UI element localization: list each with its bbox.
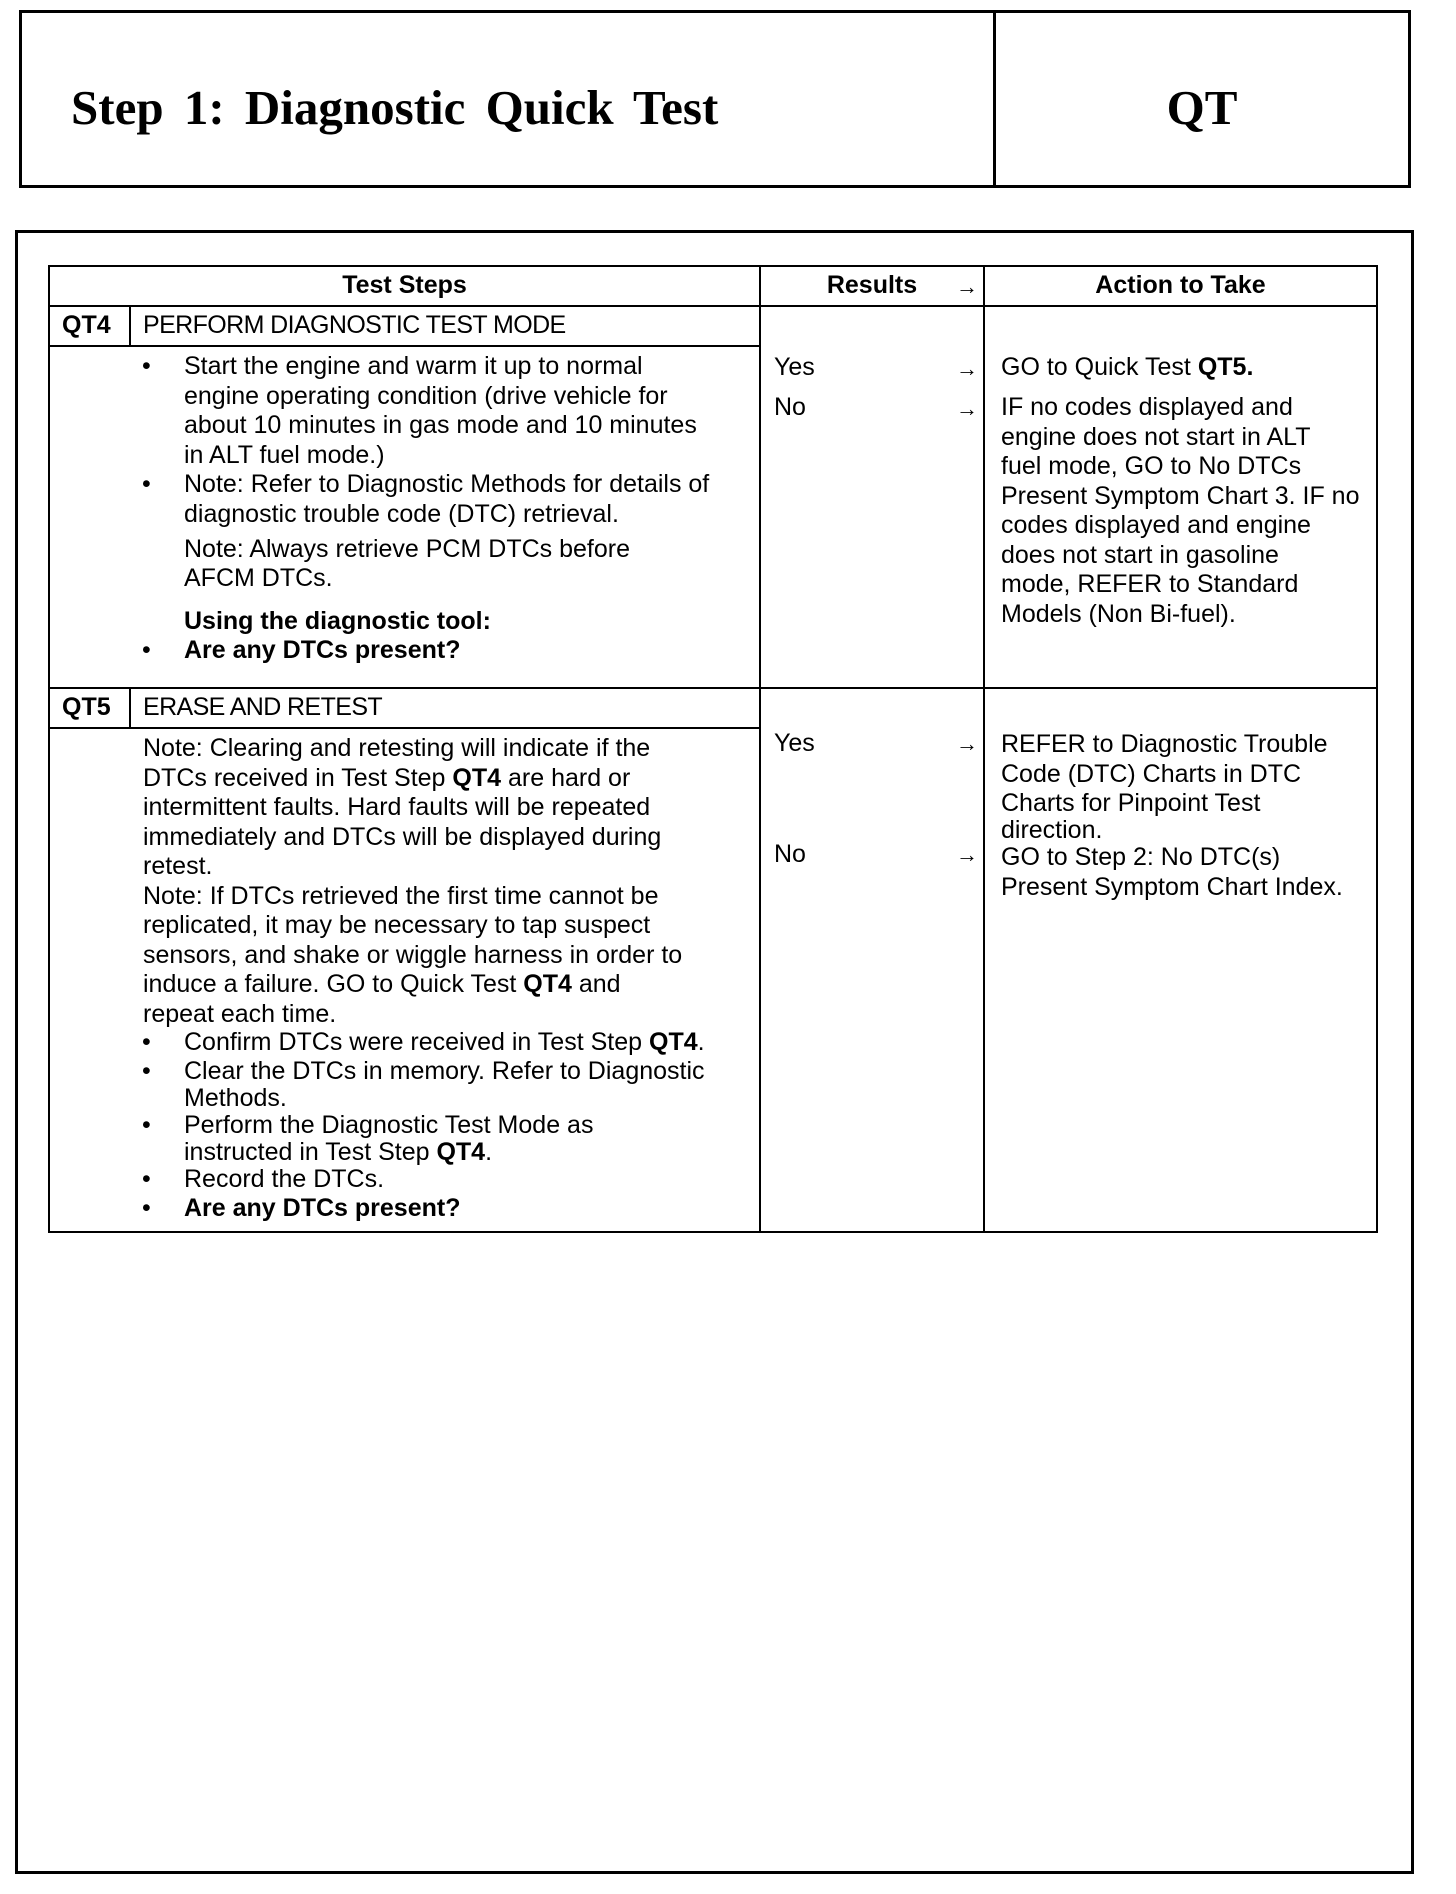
qt5-action-yes-line: Code (DTC) Charts in DTC [1001,759,1302,788]
bullet-line: Clear the DTCs in memory. Refer to Diagnostic [184,1057,705,1085]
bullet-line: Methods. [184,1084,287,1112]
qt5-note1-line: retest. [143,852,213,880]
qt5-result-no: No [774,840,806,868]
col-divider-results [759,267,761,1231]
bullet-dot: • [142,1165,151,1193]
qt5-action-yes-line: REFER to Diagnostic Trouble [1001,730,1328,758]
qt4-heading-line [50,345,759,347]
qt4-action-no-line: IF no codes displayed and [1001,393,1293,421]
question-text: Are any DTCs present? [184,1194,461,1222]
note-ref: QT4 [523,970,572,998]
qt4-action-no-line: codes displayed and engine [1001,511,1311,539]
qt5-action-yes-line: direction. [1001,816,1103,844]
note-ref: QT4 [452,763,502,792]
qt5-note2-line: sensors, and shake or wiggle harness in order to [143,940,683,969]
bullet-line: Record the DTCs. [184,1165,385,1193]
qt4-action-no-line: fuel mode, GO to No DTCs [1001,452,1302,480]
qt4-result-yes: Yes [774,353,815,381]
bullet-line: Start the engine and warm it up to normal [184,352,643,380]
qt4-tool-label: Using the diagnostic tool: [184,607,491,635]
qt5-note2-line: Note: If DTCs retrieved the first time cannot be [143,881,659,910]
qt5-note1-line [143,764,630,794]
bullet-text: . [697,1028,705,1056]
bullet-line: diagnostic trouble code (DTC) retrieval. [184,499,619,528]
qt5-action-no-line: GO to Step 2: No DTC(s) [1001,843,1281,871]
qt4-id-divider [129,307,131,345]
header-arrow-icon: → [956,274,978,299]
bullet-line [184,1138,492,1168]
qt5-note1-line: intermittent faults. Hard faults will be repeated [143,793,651,821]
qt5-note2-line: replicated, it may be necessary to tap suspect [143,911,651,939]
qt4-action-no-line: Present Symptom Chart 3. IF no [1001,481,1360,510]
question-text: Are any DTCs present? [184,636,461,664]
page-header [19,10,1411,188]
bullet-line [184,1028,705,1058]
header-row-line [50,305,1376,307]
bullet-text: Confirm DTCs were received in Test Step [184,1028,643,1056]
bullet-line: about 10 minutes in gas mode and 10 minutes [184,411,697,439]
qt5-step-id: QT5 [62,693,111,721]
bullet-line: Note: Refer to Diagnostic Methods for details of [184,470,710,498]
arrow-icon: → [956,842,978,867]
qt4-result-no: No [774,393,806,421]
bullet-dot: • [142,352,151,380]
qt4-note-line: Note: Always retrieve PCM DTCs before [184,535,630,563]
qt5-note1-line: immediately and DTCs will be displayed during [143,822,662,851]
qt4-step-id: QT4 [62,311,111,339]
note-text: and [578,970,621,998]
qt5-heading: ERASE AND RETEST [143,693,383,721]
bullet-text: . [485,1138,493,1166]
arrow-icon: → [956,356,978,381]
qt5-action-no-line: Present Symptom Chart Index. [1001,872,1343,901]
bullet-dot: • [142,1057,151,1085]
qt5-note1-line: Note: Clearing and retesting will indicate if the [143,734,651,762]
qt5-result-yes: Yes [774,729,815,757]
qt4-note-line: AFCM DTCs. [184,564,333,592]
bullet-line: in ALT fuel mode.) [184,440,385,469]
qt4-action-yes [1001,353,1253,383]
col-header-results [761,271,983,301]
qt4-action-no-line: does not start in gasoline [1001,540,1279,569]
qt5-id-divider [129,689,131,727]
qt4-action-no-line: engine does not start in ALT [1001,422,1311,451]
action-text: GO to Quick Test [1001,353,1191,381]
bullet-dot: • [142,470,151,498]
bullet-dot: • [142,636,151,664]
col-divider-action [983,267,985,1231]
section-code: QT [1166,80,1238,135]
qt5-action-yes-line: Charts for Pinpoint Test [1001,789,1261,817]
bullet-ref: QT4 [649,1028,698,1056]
arrow-icon: → [956,396,978,421]
bullet-line: engine operating condition (drive vehicle for [184,381,668,410]
qt4-heading: PERFORM DIAGNOSTIC TEST MODE [143,311,566,339]
bullet-line: Perform the Diagnostic Test Mode as [184,1111,594,1139]
col-header-action: Action to Take [1095,271,1266,299]
qt4-action-no-line: mode, REFER to Standard [1001,570,1299,598]
page-title: Step 1: Diagnostic Quick Test [71,80,719,135]
bullet-ref: QT4 [436,1138,486,1166]
col-header-test-steps: Test Steps [342,271,467,299]
note-text: induce a failure. GO to Quick Test [143,970,517,998]
qt5-heading-line [50,727,759,729]
col-header-results-label: Results [826,271,918,299]
bullet-dot: • [142,1028,151,1056]
section-separator [50,687,1376,689]
qt5-note2-line: repeat each time. [143,999,337,1028]
note-text: DTCs received in Test Step [143,763,446,792]
diagnostic-table [48,265,1378,1233]
arrow-icon: → [956,731,978,756]
bullet-text: instructed in Test Step [184,1138,430,1166]
action-ref: QT5. [1197,353,1254,381]
qt4-action-no-line: Models (Non Bi-fuel). [1001,599,1236,628]
qt5-note2-line [143,970,621,1000]
bullet-dot: • [142,1111,151,1139]
bullet-dot: • [142,1194,151,1222]
note-text: are hard or [507,763,631,792]
